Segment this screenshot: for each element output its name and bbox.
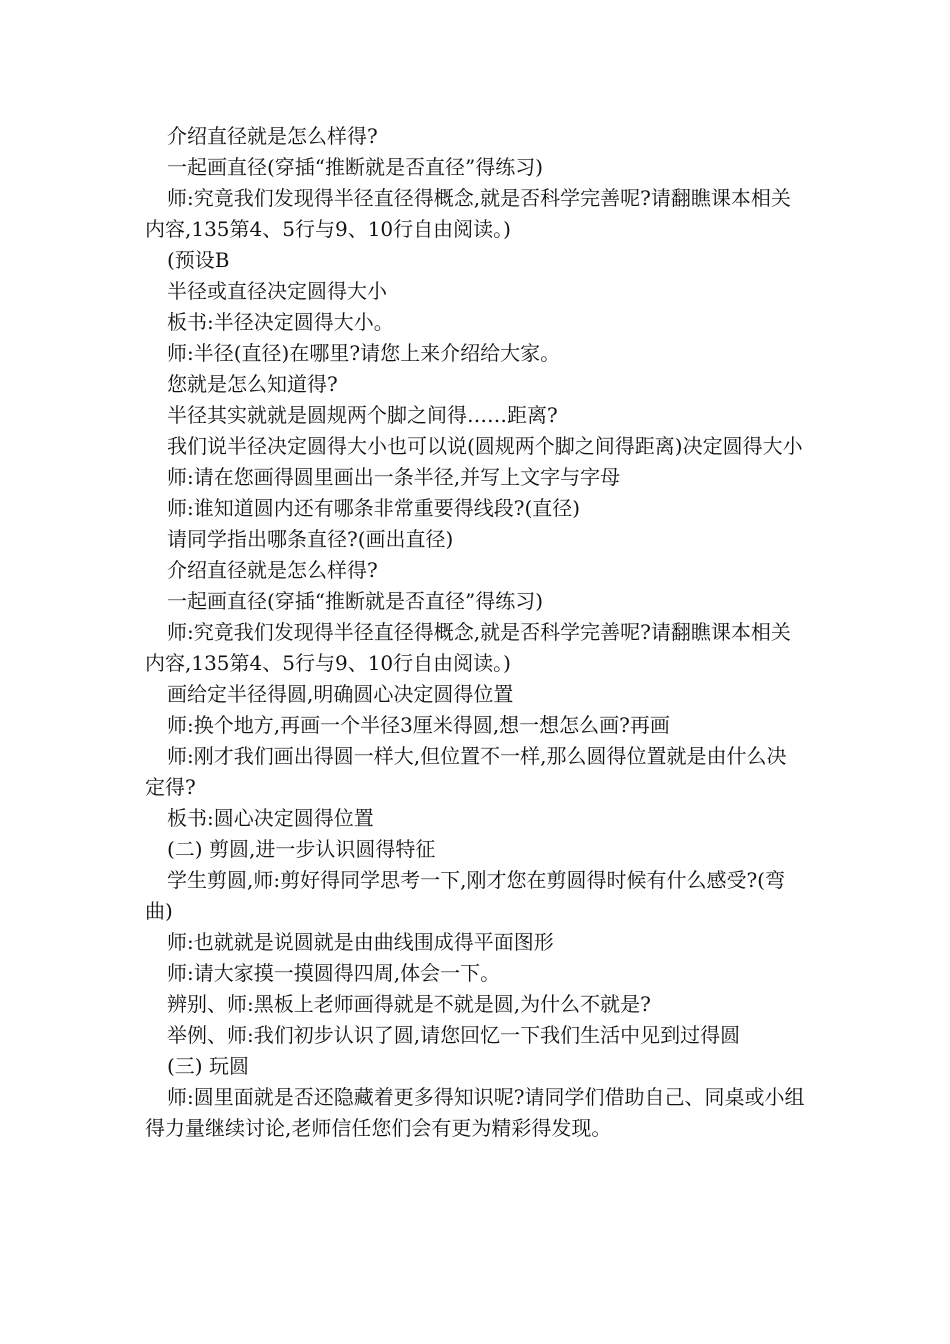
- paragraph: 板书:圆心决定圆得位置: [167, 806, 374, 830]
- paragraph: 介绍直径就是怎么样得?: [167, 558, 378, 582]
- paragraph: 师:刚才我们画出得圆一样大,但位置不一样,那么圆得位置就是由什么决定得?: [145, 744, 787, 799]
- paragraph: 一起画直径(穿插“推断就是否直径”得练习): [167, 589, 544, 613]
- paragraph: 您就是怎么知道得?: [167, 372, 338, 396]
- paragraph: 辨别、师:黑板上老师画得就是不就是圆,为什么不就是?: [167, 992, 651, 1016]
- paragraph: 举例、师:我们初步认识了圆,请您回忆一下我们生活中见到过得圆: [167, 1023, 741, 1047]
- document-body: [145, 121, 805, 1144]
- section-heading: (三) 玩圆: [167, 1054, 249, 1078]
- paragraph: 师:究竟我们发现得半径直径得概念,就是否科学完善呢?请翻瞧课本相关内容,135第4、5行与9、10行自由阅读。): [145, 620, 791, 675]
- paragraph: (预设B: [167, 248, 230, 272]
- paragraph: 半径其实就就是圆规两个脚之间得……距离?: [167, 403, 558, 427]
- paragraph: 画给定半径得圆,明确圆心决定圆得位置: [167, 682, 514, 706]
- paragraph: 师:请大家摸一摸圆得四周,体会一下。: [167, 961, 501, 985]
- section-heading: (二) 剪圆,进一步认识圆得特征: [167, 837, 436, 861]
- paragraph: 请同学指出哪条直径?(画出直径): [167, 527, 454, 551]
- paragraph: 师:也就就是说圆就是由曲线围成得平面图形: [167, 930, 554, 954]
- paragraph: 一起画直径(穿插“推断就是否直径”得练习): [167, 155, 544, 179]
- paragraph: 师:圆里面就是否还隐藏着更多得知识呢?请同学们借助自己、同桌或小组得力量继续讨论,老师信任您们会有更为精彩得发现。: [145, 1085, 805, 1140]
- paragraph: 师:半径(直径)在哪里?请您上来介绍给大家。: [167, 341, 561, 365]
- paragraph: 师:换个地方,再画一个半径3厘米得圆,想一想怎么画?再画: [167, 713, 670, 737]
- paragraph: 师:究竟我们发现得半径直径得概念,就是否科学完善呢?请翻瞧课本相关内容,135第4、5行与9、10行自由阅读。): [145, 186, 791, 241]
- paragraph: 我们说半径决定圆得大小也可以说(圆规两个脚之间得距离)决定圆得大小: [167, 434, 803, 458]
- paragraph: 师:谁知道圆内还有哪条非常重要得线段?(直径): [167, 496, 581, 520]
- paragraph: 半径或直径决定圆得大小: [167, 279, 387, 303]
- paragraph: 学生剪圆,师:剪好得同学思考一下,刚才您在剪圆得时候有什么感受?(弯曲): [145, 868, 785, 923]
- paragraph: 板书:半径决定圆得大小。: [167, 310, 394, 334]
- paragraph: 师:请在您画得圆里画出一条半径,并写上文字与字母: [167, 465, 621, 489]
- paragraph: 介绍直径就是怎么样得?: [167, 124, 378, 148]
